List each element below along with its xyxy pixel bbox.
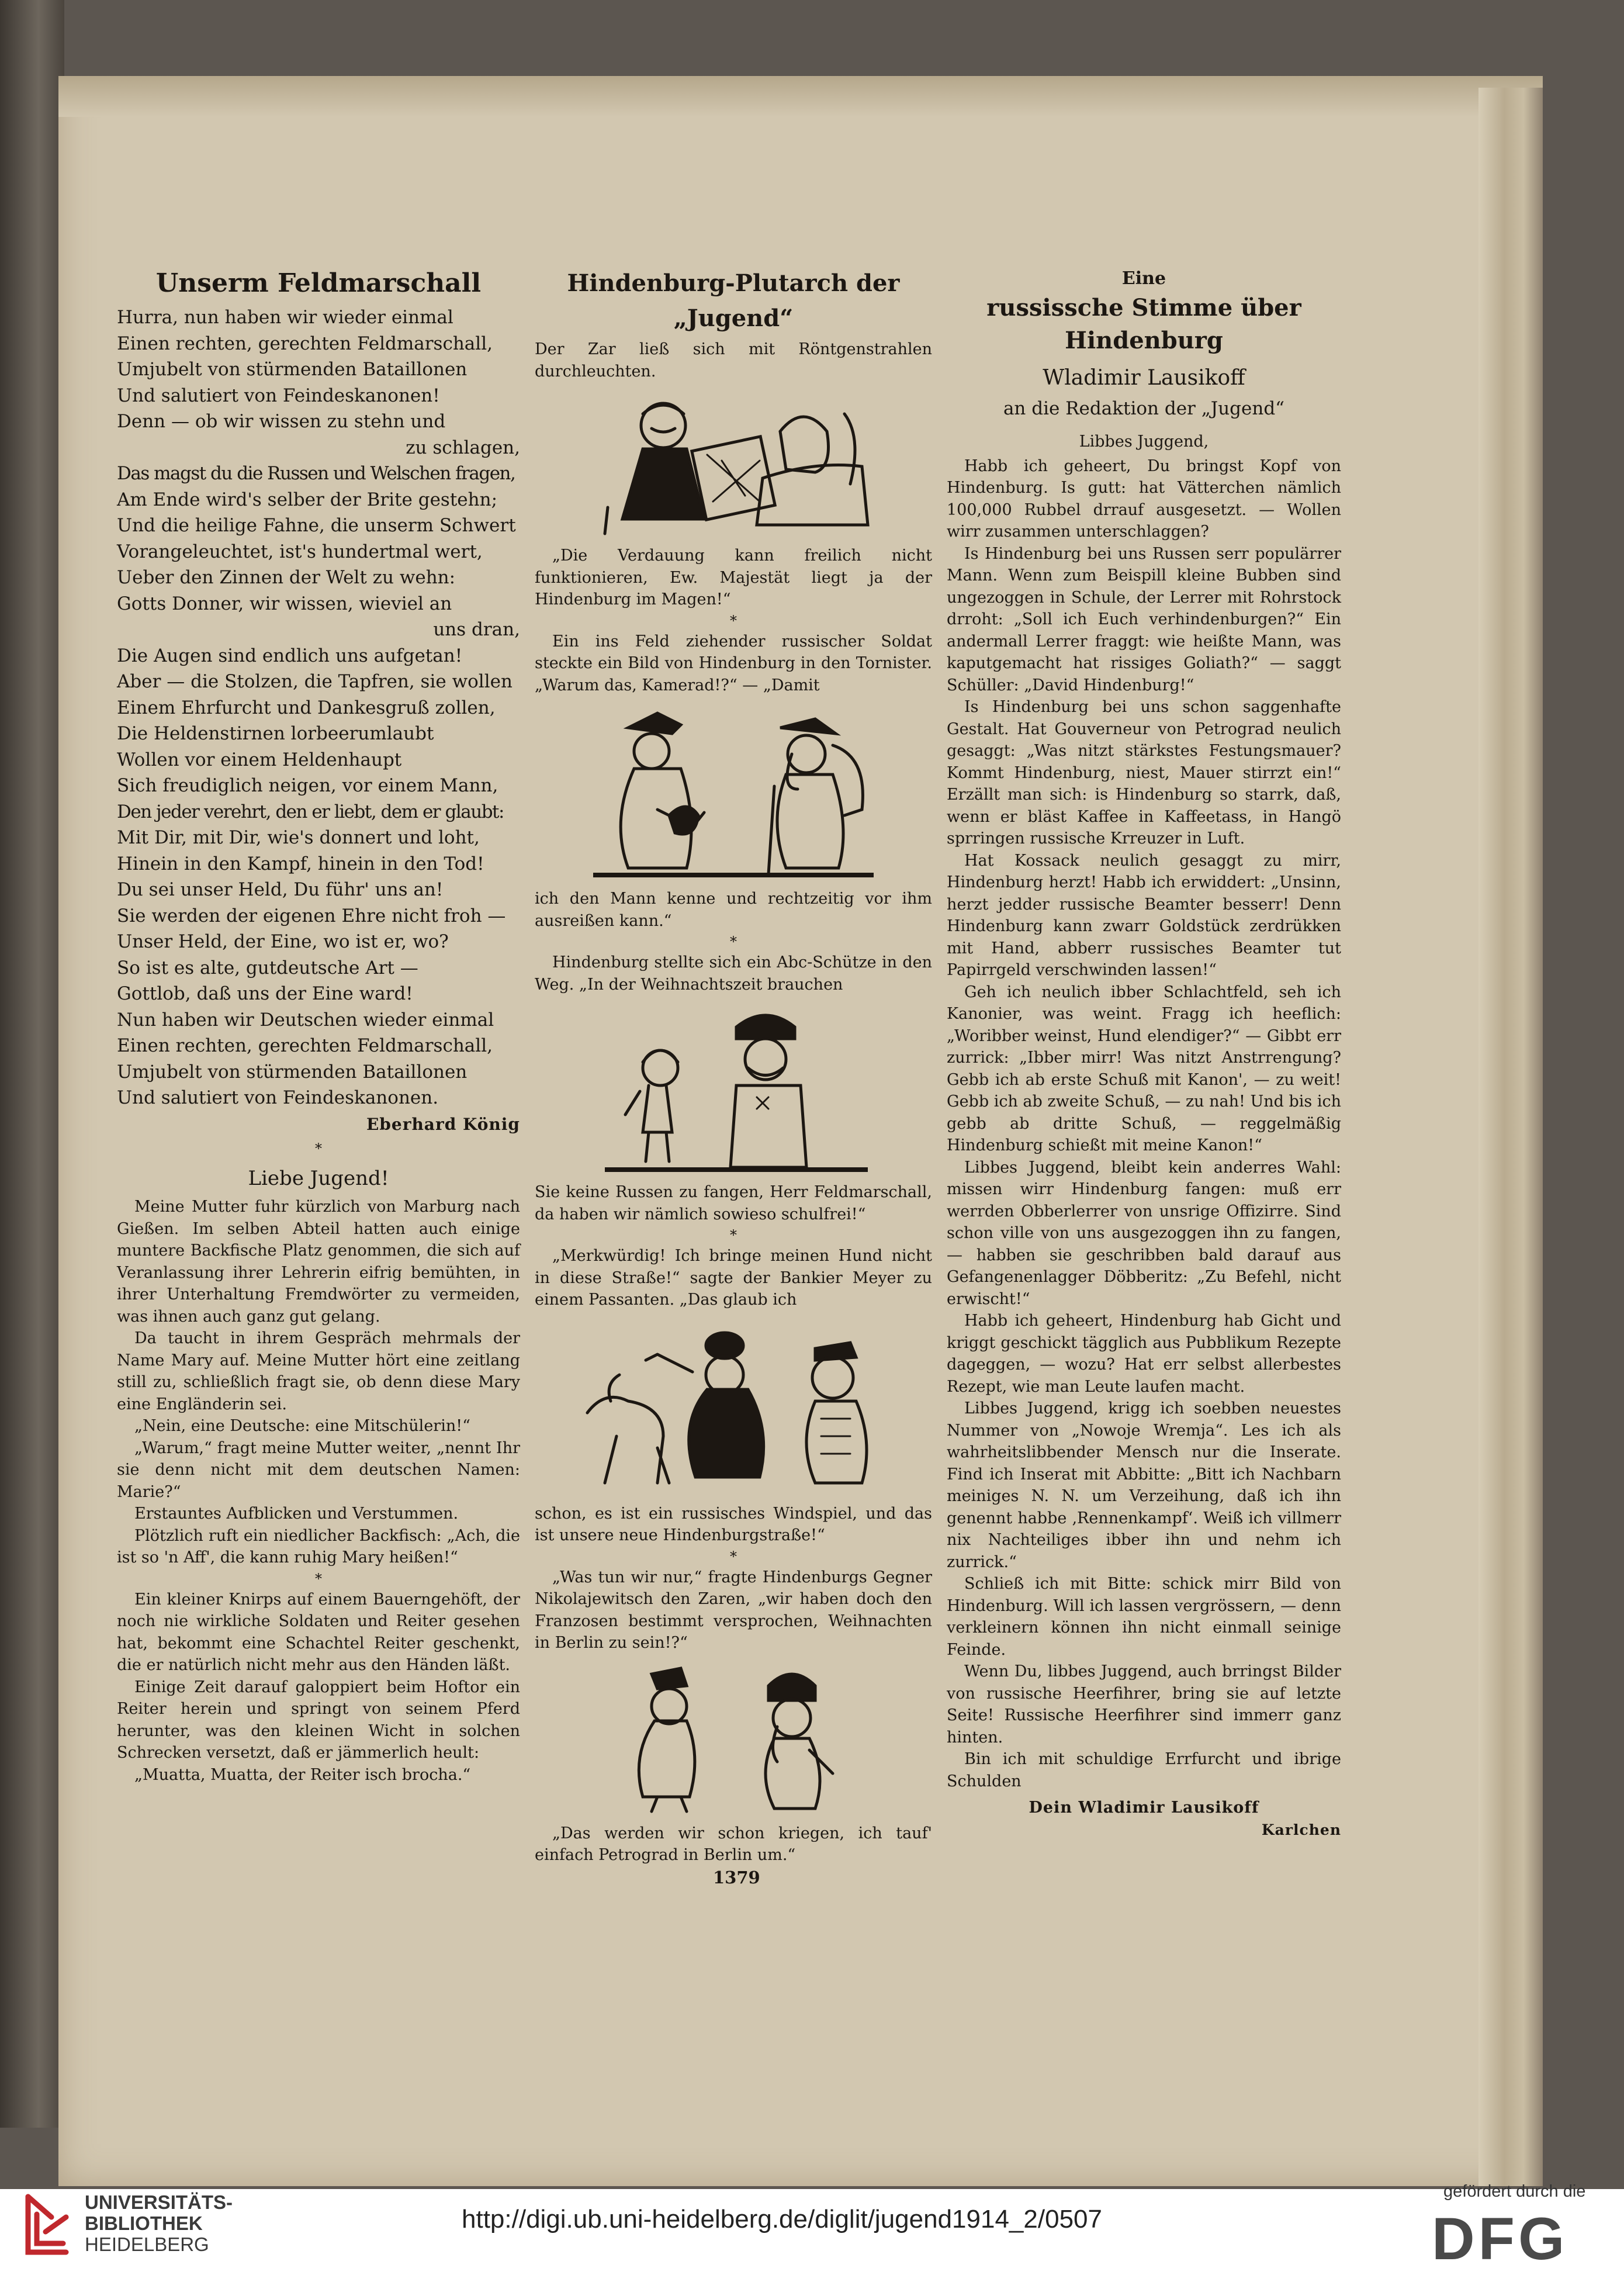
permalink-url[interactable]: http://digi.ub.uni-heidelberg.de/diglit/jugend1914_2/0507 (462, 2205, 1102, 2233)
page-number: 1379 (713, 1868, 760, 1887)
poem-line: Ueber den Zinnen der Welt zu wehn: (117, 567, 456, 588)
salutation: Libbes Juggend, (1079, 433, 1209, 451)
viewer-footer (0, 2189, 1624, 2282)
article-paragraph: Geh ich neulich ibber Schlachtfeld, seh ich Kanonier, was weint. Fragg ich heeflich: „Woribber weinst, Hund elendiger?“ — Gibbt err zurrick: „Ibber mirr! Was nitzt Anstrrengung? Gebb ich ab erste Schuß mit Kanon', — zu weit! Gebb ich ab zweite Schuß, — zu nah! Und bis ich gebb ab dritte Schuß, — reggelmäßig Hindenburg schießt mit meine Kanon!“ (947, 983, 1341, 1154)
poem-line: Den jeder verehrt, den er liebt, dem er glaubt: (117, 801, 504, 822)
book-spine (0, 0, 64, 2128)
czar-cartoon (599, 1662, 868, 1814)
poem-line: Du sei unser Held, Du führ' uns an! (117, 879, 444, 900)
plutarch-intro: Der Zar ließ sich mit Röntgenstrahlen durchleuchten. (535, 340, 932, 381)
article-addressee: an die Redaktion der „Jugend“ (1003, 398, 1285, 419)
separator-star: * (315, 1140, 322, 1157)
article-paragraph: Is Hindenburg bei uns Russen serr populärrer Mann. Wenn zum Beispill kleine Bubben sind ungezoggen in Schule, der Lerrer mit Rohrstock drroht: „Soll ich Euch verhindenburgen?“ Ein andermall Lerrer fraggt: wie heißte Mann, was kaputgemacht hat rissiges Goliath?“ — saggt Schüller: „David Hindenburg!“ (947, 544, 1341, 694)
caption: „Das werden wir schon kriegen, ich tauf' einfach Petrograd in Berlin um.“ (535, 1824, 932, 1864)
separator-star: * (730, 1548, 737, 1565)
article-paragraph: Habb ich geheert, Du bringst Kopf von Hindenburg. Is gutt: hat Vätterchen nämlich 100,000 Rubbel drrauf ausgesetzt. — Wollen wirr zusammen unterschlaggen? (947, 457, 1341, 541)
article-kicker: Eine (1121, 268, 1166, 289)
letter-title: Liebe Jugend! (248, 1167, 389, 1190)
poem-line: Einem Ehrfurcht und Dankesgruß zollen, (117, 697, 496, 718)
dog-cartoon (576, 1319, 891, 1495)
article-paragraph: Is Hindenburg bei uns schon saggenhafte Gestalt. Hat Gouverneur von Petrograd neulich gesaggt: „Was nitzt stärkstes Festungsmauer? Kommt Hindenburg, niest, Mauer stirrzt ein!“ Erzällt man sich: is Hindenburg so starrk, daß, wenn er bläst Kaffee in Kaffeetass, in Hangö sprringen russische Krreuzer in Luft. (947, 698, 1341, 848)
poem-line: Denn — ob wir wissen zu stehn und (117, 411, 446, 432)
poem-title: Unserm Feldmarschall (155, 268, 482, 298)
library-name (85, 2192, 233, 2255)
library-name-line: HEIDELBERG (85, 2233, 209, 2255)
separator-star: * (730, 933, 737, 950)
poem-author: Eberhard König (366, 1114, 520, 1134)
poem-line: Wollen vor einem Heldenhaupt (117, 749, 402, 770)
poem-line: Unser Held, der Eine, wo ist er, wo? (117, 931, 449, 952)
poem-line: Umjubelt von stürmenden Bataillonen (117, 359, 468, 380)
article-paragraph: Libbes Juggend, krigg ich soebben neuestes Nummer von „Nowoje Wremja“. Les ich als wahrheitslibbender Mensch nur die Inserate. Find ich Inserat mit Abbitte: „Bitt ich Nachbarn meiniges N. N. um Verzeihung, daß ich ihn genennt habbe ‚Rennenkampf‘. Weiß ich villmerr nix Nachteiliges ibber ihn und nehm ich zurrick.“ (947, 1399, 1341, 1571)
poem-line: Am Ende wird's selber der Brite gestehn; (117, 489, 498, 510)
anecdote-paragraph: Ein kleiner Knirps auf einem Bauerngehöft, der noch nie wirkliche Soldaten und Reiter gesehen hat, bekommt eine Schachtel Reiter geschenkt, die er natürlich nicht mehr aus den Händen läßt. (117, 1590, 520, 1674)
xray-cartoon (587, 390, 879, 537)
page-top-shadow (58, 76, 1543, 117)
poem-line: Gotts Donner, wir wissen, wieviel an (117, 593, 452, 614)
letter-paragraph: „Warum,“ fragt meine Mutter weiter, „nennt Ihr sie denn nicht mit dem deutschen Namen: Marie?“ (117, 1439, 520, 1501)
poem-line: Nun haben wir Deutschen wieder einmal (117, 1009, 494, 1031)
poem-line: Hurra, nun haben wir wieder einmal (117, 307, 453, 328)
poem-line: Sie werden der eigenen Ehre nicht froh — (117, 905, 506, 926)
anecdote-paragraph: „Muatta, Muatta, der Reiter isch brocha.“ (134, 1765, 471, 1784)
poem-line: Mit Dir, mit Dir, wie's donnert und loht, (117, 827, 480, 848)
letter-paragraph: Erstauntes Aufblicken und Verstummen. (134, 1505, 459, 1523)
caption: schon, es ist ein russisches Windspiel, und das ist unsere neue Hindenburgstraße!“ (535, 1504, 932, 1544)
poem-line: Die Augen sind endlich uns aufgetan! (117, 645, 463, 666)
poem-line: Hinein in den Kampf, hinein in den Tod! (117, 853, 484, 874)
poem-line: Und salutiert von Feindeskanonen! (117, 385, 440, 406)
signature: Karlchen (1261, 1821, 1341, 1838)
caption: ich den Mann kenne und rechtzeitig vor ihm ausreißen kann.“ (535, 890, 932, 930)
soldier-cartoon (581, 704, 885, 880)
letter-paragraph: Plötzlich ruft ein niedlicher Backfisch: „Ach, die ist so 'n Aff', die kann ruhig Mary heißen!“ (117, 1526, 520, 1567)
poem-line: Die Heldenstirnen lorbeerumlaubt (117, 723, 434, 744)
left-column (117, 266, 520, 1786)
poem-line: Gottlob, daß uns der Eine ward! (117, 983, 413, 1004)
letter-paragraph: Meine Mutter fuhr kürzlich von Marburg nach Gießen. Im selben Abteil hatten auch einige muntere Backfische Platz genommen, die sich auf Veranlassung ihrer Lehrerin eifrig bemühten, in ihrer Unterhaltung Fremdwörter zu vermeiden, was ihnen auch ganz gut gelang. (117, 1198, 520, 1326)
poem-body (117, 305, 520, 1111)
letter-paragraph: Da taucht in ihrem Gespräch mehrmals der Name Mary auf. Meine Mutter hört eine zeitlang still zu, schließlich fragt sie, ob denn diese Mary eine Engländerin sei. (117, 1329, 520, 1413)
article-paragraph: Bin ich mit schuldige Errfurcht und ibrige Schulden (947, 1750, 1341, 1790)
anecdote-paragraph: Einige Zeit darauf galoppiert beim Hoftor ein Reiter herein und springt von seinem Pferd herunter, was den kleinen Wicht in solchen Schrecken versetzt, daß er jämmerlich heult: (117, 1678, 520, 1762)
page-edge-stack (1478, 88, 1543, 2186)
plutarch-title: Hindenburg-Plutarch der „Jugend“ (567, 269, 900, 332)
poem-line: Umjubelt von stürmenden Bataillonen (117, 1061, 468, 1083)
caption: Sie keine Russen zu fangen, Herr Feldmarschall, da haben wir nämlich sowieso schulfrei!“ (535, 1183, 932, 1223)
article-paragraph: Habb ich geheert, Hindenburg hab Gicht und kriggt geschickt tägglich aus Pubblikum Rezepte dageggen, — wozu? Hat err selbst allerbestes Rezept, wie man Leute laufen macht. (947, 1312, 1341, 1396)
poem-line: Vorangeleuchtet, ist's hundertmal wert, (117, 541, 483, 562)
poem-line: Aber — die Stolzen, die Tapfren, sie wollen (117, 671, 513, 692)
schoolboy-cartoon (581, 1004, 885, 1173)
poem-line: Das magst du die Russen und Welschen fragen, (117, 463, 515, 484)
caption: „Die Verdauung kann freilich nicht funktionieren, Ew. Majestät liegt ja der Hindenburg im Magen!“ (535, 547, 932, 608)
right-column (947, 266, 1341, 1841)
article-paragraph: Hat Kossack neulich gesaggt zu mirr, Hindenburg herzt! Habb ich erwiddert: „Unsinn, herzt jedder russische Beamter besserr! Denn Hindenburg kann zwarr Goldstück zerdrükken mit Hand, abberr russisches Beamter tut Papirrgeld verschwinden lassen!“ (947, 851, 1341, 979)
anecdote: Hindenburg stellte sich ein Abc-Schütze in den Weg. „In der Weihnachtszeit brauchen (535, 953, 932, 994)
article-paragraph: Schließ ich mit Bitte: schick mirr Bild von Hindenburg. Will ich lassen vergrössern, — denn verkleinern können ihn nicht einmall seinige Feinde. (947, 1575, 1341, 1659)
library-name-line: UNIVERSITÄTS- (85, 2191, 233, 2213)
poem-line: Sich freudiglich neigen, vor einem Mann, (117, 775, 498, 796)
poem-line: Und salutiert von Feindeskanonen. (117, 1087, 439, 1108)
funding-label: gefördert durch die (1443, 2182, 1586, 2201)
separator-star: * (730, 612, 737, 629)
article-paragraph: Wenn Du, libbes Juggend, auch brringst Bilder von russische Heerfihrer, bring sie auf letzte Seite! Russische Heerfihrer sind immerr ganz hinten. (947, 1662, 1341, 1747)
separator-star: * (730, 1227, 737, 1243)
article-paragraph: Libbes Juggend, bleibt kein anderres Wahl: missen wirr Hindenburg fangen: muß err werrden Obberlerrer von unsrige Offizirre. Sind schon ville von uns ausgezoggen ihn zu fangen, — habben sie geschribben bald darauf aus Gefangenenlagger Döbberitz: „Zu Befehl, nicht erwischt!“ (947, 1158, 1341, 1308)
dfg-logo: DFG (1432, 2205, 1568, 2272)
poem-line: Einen rechten, gerechten Feldmarschall, (117, 333, 493, 354)
separator-star: * (315, 1570, 322, 1587)
letter-paragraph: „Nein, eine Deutsche: eine Mitschülerin!“ (134, 1417, 470, 1435)
university-library-logo-icon (16, 2185, 78, 2267)
poem-line: zu schlagen, (406, 437, 520, 458)
poem-line: uns dran, (433, 619, 520, 640)
anecdote: Ein ins Feld ziehender russischer Soldat steckte ein Bild von Hindenburg in den Tornister. „Warum das, Kamerad!?“ — „Damit (535, 632, 932, 694)
anecdote: „Merkwürdig! Ich bringe meinen Hund nicht in diese Straße!“ sagte der Bankier Meyer zu einem Passanten. „Das glaub ich (535, 1247, 932, 1309)
library-name-line: BIBLIOTHEK (85, 2212, 203, 2234)
anecdote: „Was tun wir nur,“ fragte Hindenburgs Gegner Nikolajewitsch den Zaren, „wir haben doch den Franzosen bestimmt versprochen, Weihnachten in Berlin zu sein!?“ (535, 1568, 932, 1652)
poem-line: Und die heilige Fahne, die unserm Schwert (117, 515, 516, 536)
article-author: Wladimir Lausikoff (1043, 366, 1245, 390)
middle-column (535, 266, 932, 1866)
poem-line: So ist es alte, gutdeutsche Art — (117, 957, 418, 979)
article-title: russissche Stimme über Hindenburg (986, 294, 1301, 354)
closing-line: Dein Wladimir Lausikoff (1029, 1799, 1259, 1817)
poem-line: Einen rechten, gerechten Feldmarschall, (117, 1035, 493, 1056)
